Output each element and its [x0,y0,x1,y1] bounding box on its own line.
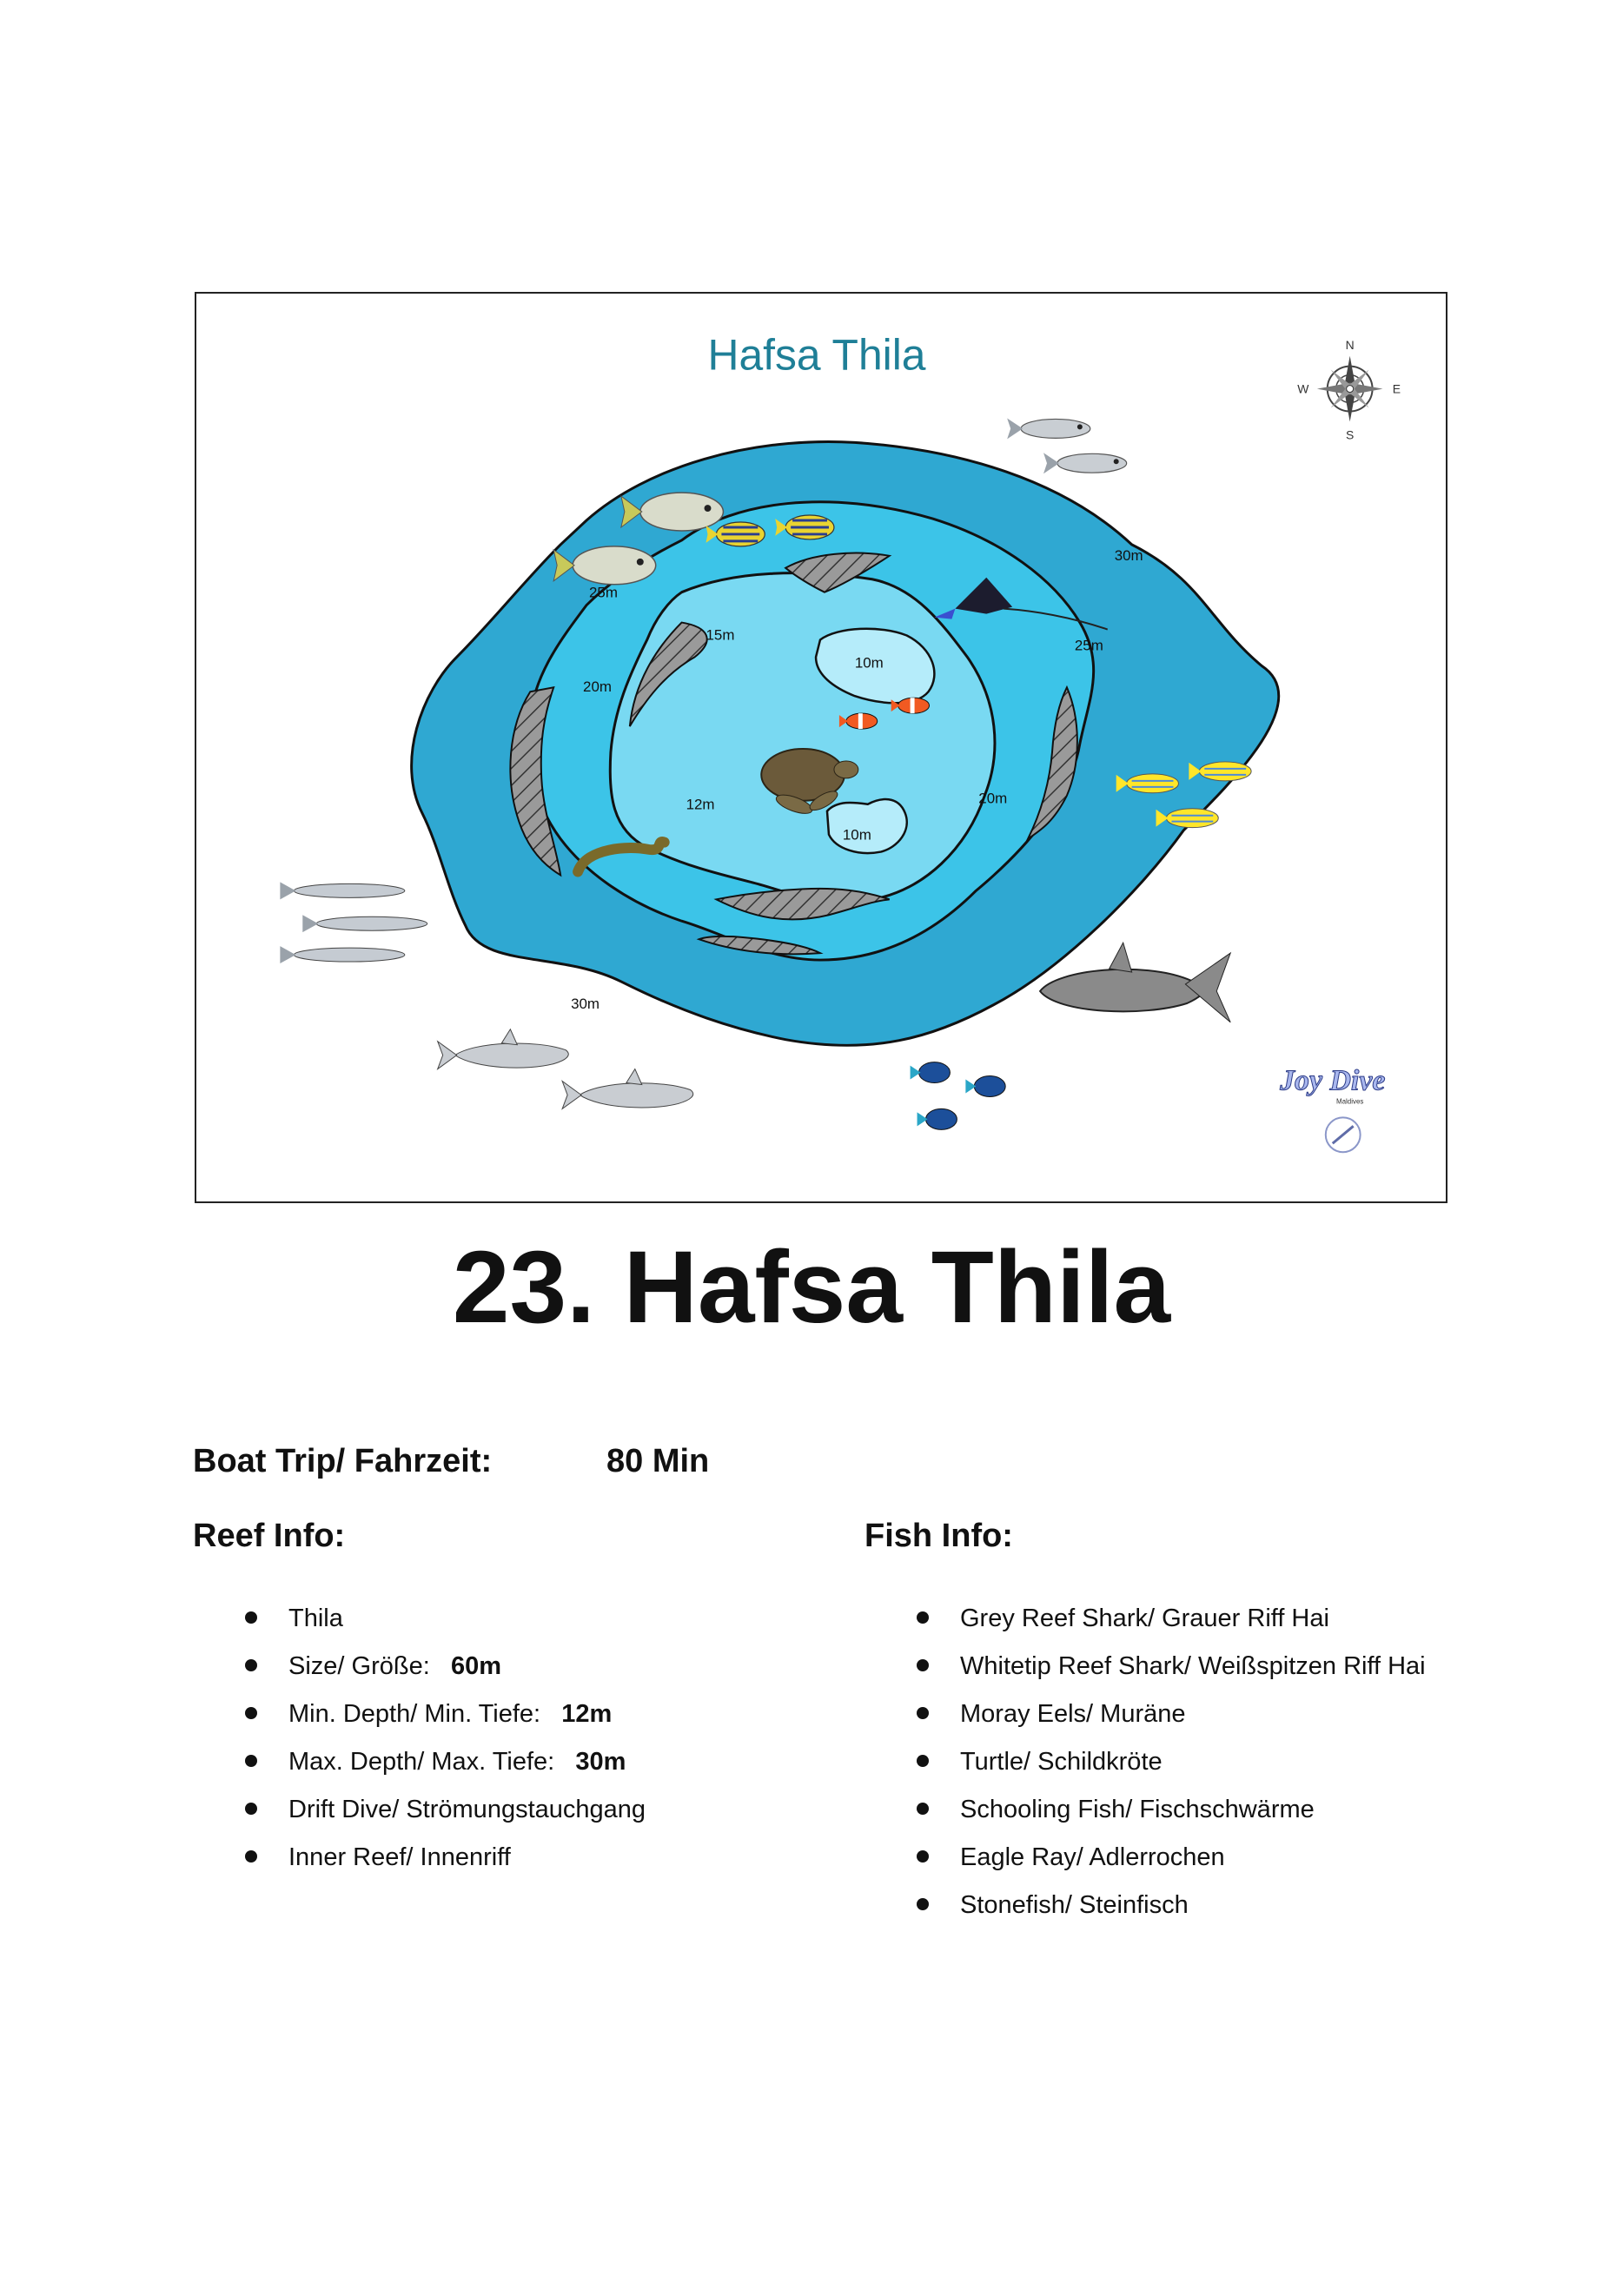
list-item [193,1744,818,1779]
page-title: 23. Hafsa Thila [452,1230,1171,1345]
reef-item-text: Drift Dive/ Strömungstauchgang [288,1796,646,1823]
reef-info-heading: Reef Info: [193,1518,346,1554]
map-title: Hafsa Thila [707,330,926,380]
reef-item-text: Size/ Größe: [288,1652,430,1680]
reef-item-value: 12m [561,1700,613,1728]
depth-label-20m-left: 20m [583,678,612,696]
list-item [193,1649,818,1684]
fish-info-heading: Fish Info: [864,1518,1013,1554]
compass-w-label: W [1297,381,1309,396]
compass-e-label: E [1392,381,1401,396]
bullet-icon [245,1611,257,1624]
reef-inner-plateau [610,573,995,902]
bullet-icon [245,1850,257,1863]
list-item [193,1601,818,1636]
list-item [864,1697,1438,1731]
fish-info-list [864,1601,1438,1935]
bullet-icon [245,1803,257,1815]
joy-dive-logo [1279,1064,1385,1152]
depth-label-20m-right: 20m [978,790,1008,807]
triggerfish-icon [911,1062,1006,1130]
fish-item-text: Schooling Fish/ Fischschwärme [960,1796,1315,1823]
depth-label-10m-top: 10m [854,654,884,672]
bullet-icon [917,1611,929,1624]
depth-label-10m-bottom: 10m [842,826,871,844]
depth-label-30m-top-right: 30m [1114,546,1143,564]
boat-trip-label: Boat Trip/ Fahrzeit: [193,1443,493,1479]
list-item [864,1601,1438,1636]
list-item [864,1792,1438,1827]
logo-sub-text: Maldives [1335,1097,1364,1106]
fish-item-text: Turtle/ Schildkröte [960,1748,1163,1776]
list-item [864,1888,1438,1922]
bullet-icon [917,1898,929,1910]
depth-label-12m: 12m [686,796,715,813]
list-item [864,1840,1438,1875]
bullet-icon [917,1707,929,1719]
list-item [193,1840,818,1875]
depth-label-25m-right: 25m [1074,637,1103,654]
reef-info-list [193,1601,818,1888]
bullet-icon [917,1755,929,1767]
reef-item-value: 60m [450,1652,501,1680]
bullet-icon [245,1659,257,1671]
compass-n-label: N [1345,337,1355,352]
bullet-icon [917,1659,929,1671]
list-item [864,1649,1438,1684]
depth-label-25m-left: 25m [589,584,618,601]
bullet-icon [917,1850,929,1863]
boat-trip-value: 80 Min [606,1443,710,1479]
bullet-icon [245,1707,257,1719]
mackerel-icon [1007,418,1126,473]
compass-rose-icon [1297,338,1401,442]
bullet-icon [917,1803,929,1815]
barracuda-icon [280,882,427,963]
fish-item-text: Eagle Ray/ Adlerrochen [960,1843,1225,1871]
list-item [864,1744,1438,1779]
fish-item-text: Whitetip Reef Shark/ Weißspitzen Riff Hai [960,1652,1426,1680]
fish-item-text: Stonefish/ Steinfisch [960,1891,1189,1919]
compass-s-label: S [1346,427,1355,442]
reef-item-text: Inner Reef/ Innenriff [288,1843,511,1871]
depth-label-15m: 15m [706,626,735,644]
bullet-icon [245,1755,257,1767]
fish-item-text: Grey Reef Shark/ Grauer Riff Hai [960,1605,1329,1632]
reef-item-text: Min. Depth/ Min. Tiefe: [288,1700,541,1728]
list-item [193,1697,818,1731]
depth-label-30m-bottom-left: 30m [571,995,600,1012]
logo-main-text: Joy Dive [1280,1064,1386,1097]
reef-item-text: Thila [288,1605,343,1632]
whitetip-reef-shark-icon [438,1029,693,1109]
fish-item-text: Moray Eels/ Muräne [960,1700,1186,1728]
list-item [193,1792,818,1827]
reef-item-text: Max. Depth/ Max. Tiefe: [288,1748,555,1776]
dive-site-map-graphic [196,294,1446,1201]
dive-site-map [195,292,1447,1203]
reef-item-value: 30m [575,1748,626,1776]
